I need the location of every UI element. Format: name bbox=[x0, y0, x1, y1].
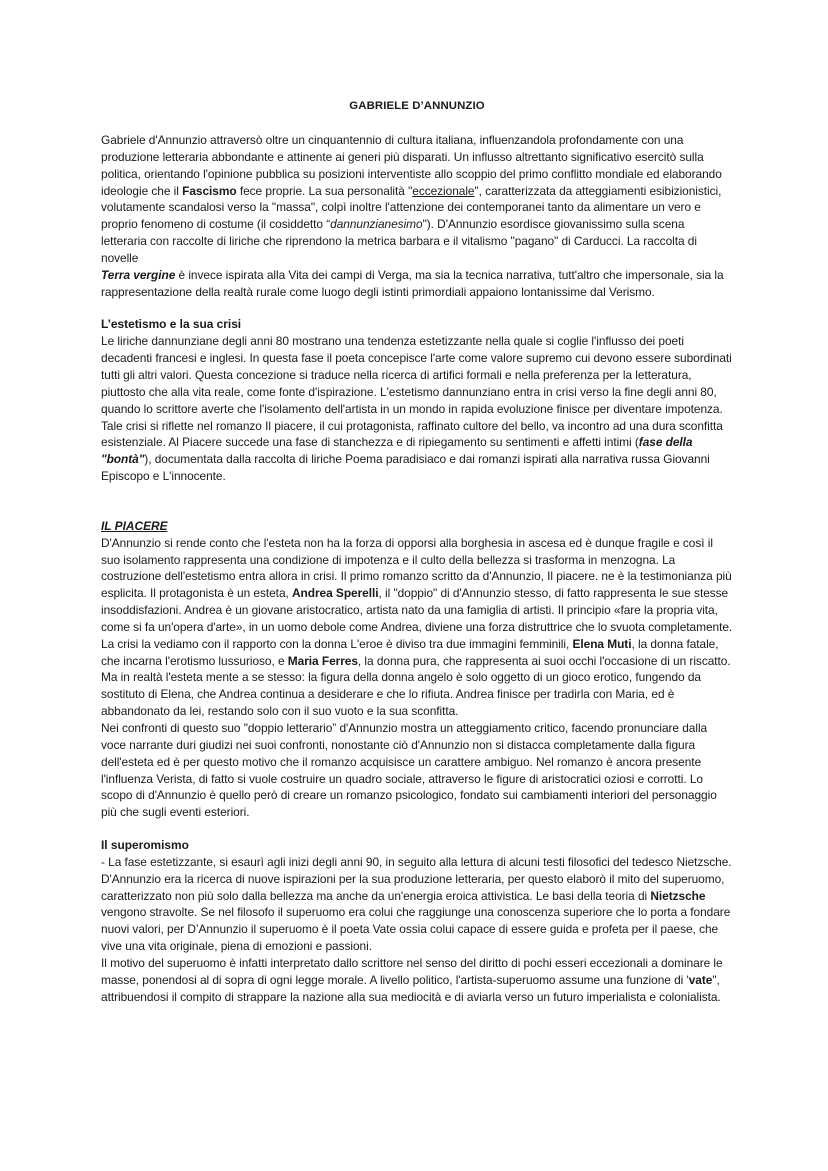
superomismo-text-3: Il motivo del superuomo è infatti interpretato dallo scrittore nel senso del diritto di pochi esseri eccezionali a dominare le masse, ponendosi al di sopra di ogni legge morale. A livello politico, l'artista-superuomo assume una funzione di ' bbox=[101, 955, 723, 987]
estetismo-bold-italic-bonta: fase della "bontà" bbox=[101, 435, 693, 467]
section-heading-piacere: IL PIACERE bbox=[101, 518, 168, 533]
piacere-text-4: , la donna pura, che rappresenta ai suoi occhi l'occasione di un riscatto. Ma in realtà l'esteta mente a se stesso: la figura della donna angelo è solo oggetto di un gioco erotico, fungendo da sostituto di Elena, che Andrea continua a desiderare e che lo rifiuta. Andrea finisce per tradirla con Maria, ed è abbandonato da lei, restando solo con il suo vuoto e la sua sconfitta. bbox=[101, 653, 731, 719]
estetismo-text-2: ), documentata dalla raccolta di liriche Poema paradisiaco e dai romanzi ispirati alla narrativa russa Giovanni Episcopo e L'innocente. bbox=[101, 452, 710, 484]
superomismo-paragraph-1 bbox=[101, 854, 733, 955]
piacere-paragraph-1 bbox=[101, 535, 733, 720]
intro-text-3: ", caratterizzata da atteggiamenti esibizionistici, volutamente scandalosi verso la "massa", colpì inoltre l'attenzione dei contemporanei tanto da alimentare un vero e proprio fenomeno di costume (il cosiddetto “ bbox=[101, 183, 722, 232]
piacere-bold-elena: Elena Muti bbox=[572, 636, 632, 651]
superomismo-bold-nietzsche: Nietzsche bbox=[650, 888, 706, 903]
intro-italic-dannunzianesimo: dannunzianesimo bbox=[330, 217, 423, 232]
intro-paragraph bbox=[101, 132, 733, 300]
superomismo-paragraph-2 bbox=[101, 955, 733, 1006]
intro-bold-fascismo: Fascismo bbox=[182, 183, 237, 198]
document-page bbox=[101, 98, 733, 1006]
piacere-text-1: D'Annunzio si rende conto che l'esteta non ha la forza di opporsi alla borghesia in ascesa ed è dunque fragile e così il suo isolamento rappresenta una condizione di impotenza e il culto della bellezza si trasforma in menzogna. La costruzione dell'estetismo entra allora in crisi. Il primo romanzo scritto da d'Annunzio, Il piacere. ne è la testimonianza più esplicita. Il protagonista è un esteta, bbox=[101, 535, 732, 601]
superomismo-bold-vate: vate bbox=[688, 972, 713, 987]
page-title: GABRIELE D’ANNUNZIO bbox=[349, 100, 485, 112]
intro-text-2: fece proprie. La sua personalità " bbox=[236, 183, 413, 198]
section-heading-superomismo: Il superomismo bbox=[101, 838, 189, 853]
estetismo-text-1: Le liriche dannunziane degli anni 80 mostrano una tendenza estetizzante nella quale si coglie l'influsso dei poeti decadenti francesi e inglesi. In questa fase il poeta concepisce l'arte come valore supremo cui devono essere subordinati tutti gli altri valori. Questa concezione si traduce nella ricerca di artifici formali e nella preferenza per la letteratura, piuttosto che alla vita reale, come fonte d'ispirazione. L'estetismo dannunziano entra in crisi verso la fine degli anni 80, quando lo scrittore averte che l'isolamento dell'artista in un mondo in rapida evoluzione finisce per diventare impotenza. Tale crisi si riflette nel romanzo Il piacere, il cui protagonista, raffinato cultore del bello, va incontro ad una dura sconfitta esistenziale. Al Piacere succede una fase di stanchezza e di ripiegamento su sentimenti e affetti intimi ( bbox=[101, 334, 732, 450]
intro-text-1: Gabriele d'Annunzio attraversò oltre un cinquantennio di cultura italiana, influenzandola profondamente con una produzione letteraria abbondante e attinente ai generi più disparati. Un influsso altrettanto significativo esercitò sulla politica, orientando l'opinione pubblica su posizioni interventiste allo scoppio del primo conflitto mondiale ed elaborando ideologie che il bbox=[101, 133, 722, 198]
piacere-bold-andrea: Andrea Sperelli bbox=[292, 586, 379, 601]
intro-bold-italic-terra-vergine: Terra vergine bbox=[101, 267, 176, 282]
superomismo-text-4: ", attribuendosi il compito di strappare la nazione alla sua mediocità e di aviarla verso un futuro imperialista e colonialista. bbox=[101, 972, 721, 1004]
piacere-bold-maria: Maria Ferres bbox=[287, 653, 358, 668]
section-heading-estetismo: L’estetismo e la sua crisi bbox=[101, 317, 242, 332]
piacere-text-2: , il "doppio" di d'Annunzio stesso, di fatto rappresenta le sue stesse insoddisfazioni. Andrea è un giovane aristocratico, artista nato da una famiglia di artisti. Il principio «fare la propria vita, come si fa un'opera d'arte», in un uomo debole come Andrea, diviene una forza distruttrice che lo svuota completamente. La crisi la vediamo con il rapporto con la donna L'eroe è diviso tra due immagini femminili, bbox=[101, 586, 733, 651]
superomismo-text-1: - La fase estetizzante, si esaurì agli inizi degli anni 90, in seguito alla lettura di alcuni testi filosofici del tedesco Nietzsche. D'Annunzio era la ricerca di nuove ispirazioni per la sua produzione letteraria, per questo elaborò il mito del superuomo, caratterizzato non più solo dalla bellezza ma anche da un'energia eroica attivistica. Le basi della teoria di bbox=[101, 854, 732, 903]
piacere-text-3: , la donna fatale, che incarna l'erotismo lussurioso, e bbox=[101, 636, 719, 668]
intro-text-4: "). D'Annunzio esordisce giovanissimo sulla scena letteraria con raccolte di liriche che riprendono la metrica barbara e il vitalismo "pagano" di Carducci. La raccolta di novelle bbox=[101, 217, 697, 265]
estetismo-paragraph bbox=[101, 333, 733, 485]
piacere-paragraph-2: Nei confronti di questo suo "doppio letterario” d'Annunzio mostra un atteggiamento critico, facendo pronunciare dalla voce narrante duri giudizi nei suoi confronti, nonostante ciò d'Annunzio non si distacca completamente dalla figura dell'esteta ed è per questo motivo che il romanzo acquisisce un carattere ambiguo. Nel romanzo è ancora presente l'influenza Verista, di fatto si vuole costruire un quadro sociale, attraverso le figure di aristocratici oziosi e corrotti. Lo scopo di d'Annunzio è quello però di creare un romanzo psicologico, fondato sui cambiamenti interiori del personaggio più che sugli eventi esteriori. bbox=[101, 721, 717, 820]
superomismo-text-2: vengono stravolte. Se nel filosofo il superuomo era colui che raggiunge una conoscenza superiore che lo porta a fondare nuovi valori, per D’Annunzio il superuomo è il poeta Vate ossia colui capace di essere guida e profeta per il paese, che vive una vita originale, piena di emozioni e passioni. bbox=[101, 905, 731, 954]
intro-underline-eccezionale: eccezionale bbox=[412, 183, 475, 198]
intro-text-5: è invece ispirata alla Vita dei campi di Verga, ma sia la tecnica narrativa, tutt'altro che impersonale, sia la rappresentazione della realtà rurale come luogo degli istinti primordiali appaiono lontanissime dal Verismo. bbox=[101, 267, 724, 299]
